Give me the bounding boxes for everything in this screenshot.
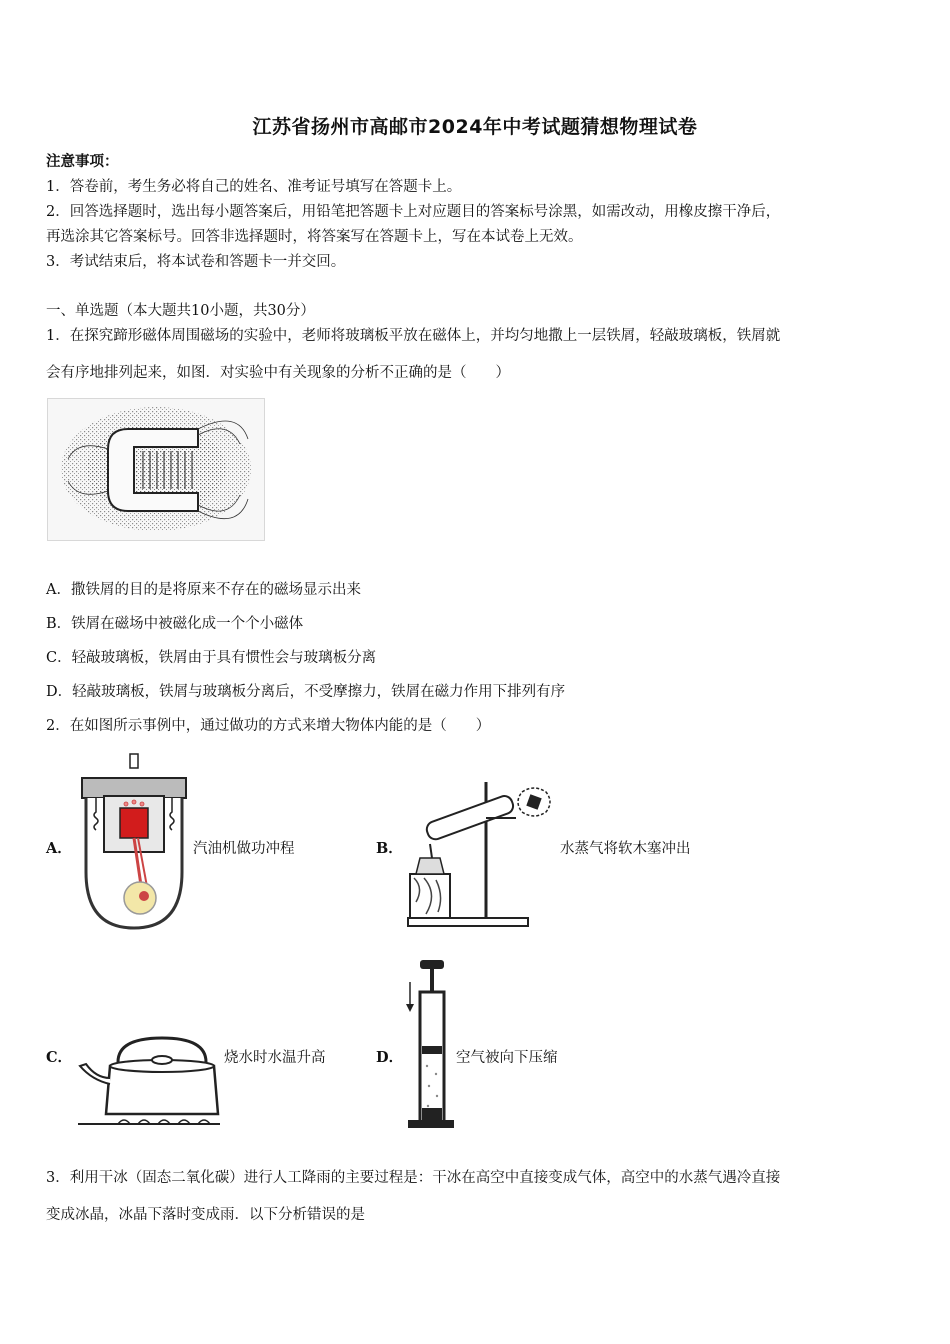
notice-item: 3．考试结束后，将本试卷和答题卡一并交回。 bbox=[46, 254, 346, 270]
question-3-stem: 3．利用干冰（固态二氧化碳）进行人工降雨的主要过程是：干冰在高空中直接变成气体，高空中的水蒸气遇冷直接 bbox=[46, 1170, 781, 1186]
page-title: 江苏省扬州市高邮市2024年中考试题猜想物理试卷 bbox=[252, 116, 698, 138]
kettle-figure bbox=[74, 1032, 222, 1128]
question-2-option-b-label: B． bbox=[376, 840, 403, 857]
question-2-option-a-caption: 汽油机做功冲程 bbox=[193, 841, 295, 857]
question-1-option-a: A．撒铁屑的目的是将原来不存在的磁场显示出来 bbox=[46, 582, 361, 598]
notice-item: 2．回答选择题时，选出每小题答案后，用铅笔把答题卡上对应题目的答案标号涂黑，如需改动，用橡皮擦干净后， bbox=[46, 204, 781, 220]
question-2-option-b-caption: 水蒸气将软木塞冲出 bbox=[560, 841, 691, 857]
question-1-option-c: C．轻敲玻璃板，铁屑由于具有惯性会与玻璃板分离 bbox=[46, 650, 377, 666]
question-3-stem: 变成冰晶，冰晶下落时变成雨．以下分析错误的是 bbox=[46, 1207, 365, 1223]
engine-power-stroke-figure bbox=[78, 752, 190, 932]
question-1-stem: 1．在探究蹄形磁体周围磁场的实验中，老师将玻璃板平放在磁体上，并均匀地撒上一层铁屑，轻敲玻璃板，铁屑就 bbox=[46, 328, 781, 344]
notice-heading: 注意事项： bbox=[46, 153, 119, 170]
question-2-option-d-caption: 空气被向下压缩 bbox=[456, 1050, 558, 1066]
question-1-stem: 会有序地排列起来，如图．对实验中有关现象的分析不正确的是（ ） bbox=[46, 365, 510, 381]
question-2-option-d-label: D． bbox=[376, 1049, 404, 1066]
air-compression-figure bbox=[402, 956, 454, 1130]
question-2-stem: 2．在如图所示事例中，通过做功的方式来增大物体内能的是（ ） bbox=[46, 718, 491, 734]
question-2-option-a-label: A． bbox=[46, 840, 72, 857]
question-2-option-c-label: C． bbox=[46, 1049, 73, 1066]
section-heading: 一、单选题（本大题共10小题，共30分） bbox=[46, 303, 315, 319]
question-2-option-c-caption: 烧水时水温升高 bbox=[224, 1050, 326, 1066]
magnet-iron-filings-figure bbox=[47, 398, 265, 541]
question-1-option-d: D．轻敲玻璃板，铁屑与玻璃板分离后，不受摩擦力，铁屑在磁力作用下排列有序 bbox=[46, 684, 566, 700]
notice-item: 再选涂其它答案标号。回答非选择题时，将答案写在答题卡上，写在本试卷上无效。 bbox=[46, 229, 583, 245]
question-1-option-b: B．铁屑在磁场中被磁化成一个个小磁体 bbox=[46, 616, 304, 632]
notice-item: 1．答卷前，考生务必将自己的姓名、准考证号填写在答题卡上。 bbox=[46, 179, 462, 195]
steam-cork-figure bbox=[404, 778, 556, 930]
